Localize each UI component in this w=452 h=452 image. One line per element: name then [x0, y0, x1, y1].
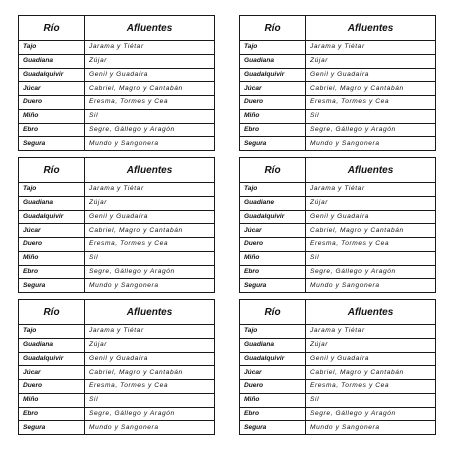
- table-row: [240, 251, 436, 265]
- table-row: [240, 54, 436, 68]
- tributaries: Mundo y Sangonera: [306, 279, 436, 293]
- table-row: [19, 251, 215, 265]
- tributaries: Eresma, Tormes y Cea: [85, 96, 215, 110]
- tributaries: Jarama y Tiétar: [85, 41, 215, 55]
- table-row: [19, 96, 215, 110]
- river-name: Tajo: [240, 41, 306, 55]
- tributaries: Segre, Gállego y Aragón: [85, 123, 215, 137]
- table-row: [240, 41, 436, 55]
- river-name: Segura: [240, 279, 306, 293]
- table-row: [19, 279, 215, 293]
- river-name: Miño: [240, 109, 306, 123]
- river-name: Segura: [240, 137, 306, 151]
- table-row: [19, 393, 215, 407]
- tributaries: Zújar: [306, 196, 436, 210]
- river-name: Guadiana: [19, 54, 85, 68]
- header-row: [240, 16, 436, 41]
- table-row: [19, 325, 215, 339]
- tributaries: Cabriel, Magro y Cantabán: [85, 224, 215, 238]
- river-name: Tajo: [19, 325, 85, 339]
- tributaries: Cabriel, Magro y Cantabán: [306, 224, 436, 238]
- tributaries: Segre, Gállego y Aragón: [85, 265, 215, 279]
- header-row: [19, 300, 215, 325]
- tributaries: Segre, Gállego y Aragón: [306, 123, 436, 137]
- header-row: [19, 16, 215, 41]
- table-row: [240, 109, 436, 123]
- table-row: [19, 54, 215, 68]
- river-name: Ebro: [19, 407, 85, 421]
- river-name: Júcar: [19, 224, 85, 238]
- river-name: Ebro: [240, 265, 306, 279]
- tributaries: Jarama y Tiétar: [306, 325, 436, 339]
- river-name: Miño: [19, 393, 85, 407]
- tributaries: Genil y Guadaira: [85, 352, 215, 366]
- river-name: Duero: [19, 238, 85, 252]
- table-row: [19, 238, 215, 252]
- table-row: [240, 183, 436, 197]
- tributaries: Mundo y Sangonera: [85, 279, 215, 293]
- header-tributaries: Afluentes: [85, 158, 215, 183]
- table-row: [240, 393, 436, 407]
- tributaries: Sil: [306, 393, 436, 407]
- table-row: [240, 137, 436, 151]
- river-name: Duero: [19, 96, 85, 110]
- river-table: [239, 15, 436, 151]
- river-name: Guadiane: [240, 196, 306, 210]
- tributaries: Eresma, Tormes y Cea: [306, 96, 436, 110]
- river-name: Júcar: [240, 82, 306, 96]
- header-river: Río: [19, 300, 85, 325]
- river-name: Duero: [240, 96, 306, 110]
- river-name: Ebro: [240, 123, 306, 137]
- table-row: [240, 338, 436, 352]
- river-name: Segura: [19, 137, 85, 151]
- river-name: Júcar: [240, 224, 306, 238]
- table-row: [240, 238, 436, 252]
- river-table: [18, 15, 215, 151]
- tributaries: Sil: [85, 393, 215, 407]
- tributaries: Zújar: [85, 54, 215, 68]
- river-name: Guadiana: [240, 338, 306, 352]
- table-row: [240, 68, 436, 82]
- header-row: [19, 158, 215, 183]
- table-row: [240, 380, 436, 394]
- header-river: Río: [240, 16, 306, 41]
- tributaries: Genil y Guadaira: [306, 68, 436, 82]
- tributaries: Zújar: [306, 338, 436, 352]
- table-row: [240, 123, 436, 137]
- river-table: [239, 299, 436, 435]
- table-row: [19, 82, 215, 96]
- river-name: Segura: [19, 421, 85, 435]
- table-row: [240, 196, 436, 210]
- river-name: Guadiana: [19, 196, 85, 210]
- tributaries: Eresma, Tormes y Cea: [306, 380, 436, 394]
- header-river: Río: [19, 158, 85, 183]
- header-tributaries: Afluentes: [306, 16, 436, 41]
- tributaries: Segre, Gállego y Aragón: [306, 265, 436, 279]
- header-row: [240, 158, 436, 183]
- table-row: [240, 366, 436, 380]
- table-row: [240, 352, 436, 366]
- tributaries: Zújar: [85, 338, 215, 352]
- tributaries: Cabriel, Magro y Cantabán: [306, 366, 436, 380]
- river-name: Tajo: [240, 325, 306, 339]
- table-row: [240, 265, 436, 279]
- tributaries: Mundo y Sangonera: [306, 421, 436, 435]
- tributaries: Sil: [85, 251, 215, 265]
- river-table: [239, 157, 436, 293]
- river-name: Guadalquivir: [19, 352, 85, 366]
- cards-grid: [18, 15, 435, 435]
- tributaries: Genil y Guadaira: [306, 210, 436, 224]
- table-row: [19, 210, 215, 224]
- tributaries: Zújar: [306, 54, 436, 68]
- table-row: [19, 224, 215, 238]
- table-row: [240, 224, 436, 238]
- tributaries: Cabriel, Magro y Cantabán: [85, 82, 215, 96]
- river-name: Guadiana: [240, 54, 306, 68]
- tributaries: Eresma, Tormes y Cea: [85, 380, 215, 394]
- header-tributaries: Afluentes: [306, 158, 436, 183]
- river-name: Guadiana: [19, 338, 85, 352]
- header-river: Río: [19, 16, 85, 41]
- header-river: Río: [240, 158, 306, 183]
- table-row: [240, 96, 436, 110]
- tributaries: Jarama y Tiétar: [306, 41, 436, 55]
- river-name: Miño: [240, 393, 306, 407]
- header-tributaries: Afluentes: [306, 300, 436, 325]
- table-row: [240, 407, 436, 421]
- tributaries: Genil y Guadaira: [85, 210, 215, 224]
- river-name: Ebro: [19, 265, 85, 279]
- tributaries: Sil: [306, 251, 436, 265]
- river-name: Segura: [240, 421, 306, 435]
- table-row: [240, 210, 436, 224]
- tributaries: Mundo y Sangonera: [85, 137, 215, 151]
- river-name: Ebro: [240, 407, 306, 421]
- river-name: Guadalquivir: [19, 210, 85, 224]
- tributaries: Jarama y Tiétar: [85, 183, 215, 197]
- header-river: Río: [240, 300, 306, 325]
- tributaries: Jarama y Tiétar: [85, 325, 215, 339]
- river-name: Tajo: [240, 183, 306, 197]
- river-name: Guadalquivir: [240, 68, 306, 82]
- table-row: [19, 109, 215, 123]
- river-name: Júcar: [19, 82, 85, 96]
- tributaries: Cabriel, Magro y Cantabán: [85, 366, 215, 380]
- header-row: [240, 300, 436, 325]
- table-row: [240, 82, 436, 96]
- table-row: [19, 421, 215, 435]
- table-row: [19, 183, 215, 197]
- table-row: [19, 137, 215, 151]
- header-tributaries: Afluentes: [85, 16, 215, 41]
- river-name: Miño: [19, 251, 85, 265]
- river-name: Ebro: [19, 123, 85, 137]
- table-row: [19, 352, 215, 366]
- tributaries: Eresma, Tormes y Cea: [306, 238, 436, 252]
- table-row: [19, 41, 215, 55]
- tributaries: Mundo y Sangonera: [306, 137, 436, 151]
- tributaries: Mundo y Sangonera: [85, 421, 215, 435]
- tributaries: Jarama y Tiétar: [306, 183, 436, 197]
- table-row: [240, 325, 436, 339]
- table-row: [240, 421, 436, 435]
- river-name: Tajo: [19, 41, 85, 55]
- table-row: [19, 68, 215, 82]
- river-name: Tajo: [19, 183, 85, 197]
- river-name: Miño: [19, 109, 85, 123]
- river-name: Duero: [240, 238, 306, 252]
- river-name: Guadalquivir: [19, 68, 85, 82]
- river-name: Guadalquivir: [240, 210, 306, 224]
- table-row: [19, 407, 215, 421]
- river-table: [18, 299, 215, 435]
- table-row: [19, 366, 215, 380]
- river-name: Júcar: [240, 366, 306, 380]
- river-name: Júcar: [19, 366, 85, 380]
- tributaries: Sil: [85, 109, 215, 123]
- table-row: [19, 380, 215, 394]
- tributaries: Segre, Gállego y Aragón: [306, 407, 436, 421]
- river-name: Segura: [19, 279, 85, 293]
- tributaries: Zújar: [85, 196, 215, 210]
- table-row: [19, 196, 215, 210]
- tributaries: Cabriel, Magro y Cantabán: [306, 82, 436, 96]
- river-table: [18, 157, 215, 293]
- header-tributaries: Afluentes: [85, 300, 215, 325]
- river-name: Duero: [240, 380, 306, 394]
- table-row: [19, 265, 215, 279]
- tributaries: Sil: [306, 109, 436, 123]
- tributaries: Genil y Guadaira: [85, 68, 215, 82]
- tributaries: Segre, Gállego y Aragón: [85, 407, 215, 421]
- table-row: [19, 338, 215, 352]
- river-name: Miño: [240, 251, 306, 265]
- table-row: [240, 279, 436, 293]
- river-name: Guadalquivir: [240, 352, 306, 366]
- tributaries: Genil y Guadaira: [306, 352, 436, 366]
- tributaries: Eresma, Tormes y Cea: [85, 238, 215, 252]
- table-row: [19, 123, 215, 137]
- river-name: Duero: [19, 380, 85, 394]
